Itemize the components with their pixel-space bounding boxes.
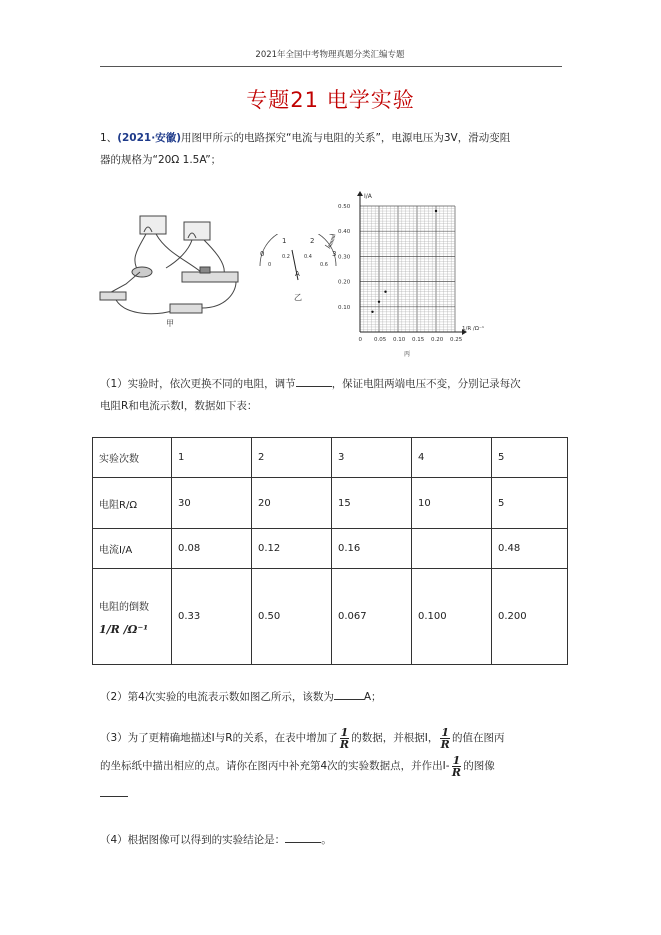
meter-tick-mark [332, 237, 335, 238]
part-4 [100, 829, 565, 851]
ammeter-figure-yi [252, 234, 344, 306]
part4-text-a: （4）根据图像可以得到的实验结论是： [100, 834, 286, 846]
fraction-1-over-r: $\frac{1}{R}$ [440, 725, 450, 751]
meter-tick-mark [330, 243, 333, 244]
x-tick-label: 0 [358, 337, 362, 343]
meter-subtick-3: 0.6 [320, 262, 328, 268]
meter-tick-mark [330, 242, 333, 243]
part1-text-c: 电阻R和电流示数I，数据如下表： [100, 400, 258, 412]
part1-blank[interactable] [296, 374, 332, 387]
table-cell: 5 [492, 478, 568, 529]
meter-tick-mark [331, 238, 334, 239]
table-cell: 0.48 [492, 529, 568, 569]
question-intro-a: 用图甲所示的电路探究“电流与电阻的关系”，电源电压为3V，滑动变阻 [181, 132, 511, 144]
table-cell: 0.200 [492, 569, 568, 665]
data-point [435, 210, 437, 212]
table-row-sublabel: 1/R /Ω⁻¹ [99, 622, 149, 636]
table-cell: 0.100 [412, 569, 492, 665]
page-title: 专题21 电学实验 [246, 88, 415, 112]
y-axis-arrow [357, 191, 363, 196]
x-tick-label: 0.10 [393, 337, 406, 343]
data-point [384, 291, 386, 293]
table-cell: 0.12 [252, 529, 332, 569]
part2-text-b: A； [363, 691, 382, 703]
table-row-label: 电阻R/Ω [93, 478, 172, 529]
graph-ylabel: I/A [364, 193, 372, 200]
table-row [93, 529, 568, 569]
table-cell: 0.08 [172, 529, 252, 569]
graph-xlabel: 1/R /Ω⁻¹ [462, 326, 485, 332]
x-tick-label: 0.20 [431, 337, 444, 343]
header-divider [100, 66, 562, 67]
meter-tick-3: 3 [332, 250, 337, 258]
table-cell: 4 [412, 438, 492, 478]
table-row-label-text: 电阻的倒数 [99, 601, 149, 613]
table-cell: 30 [172, 478, 252, 529]
table-row [93, 478, 568, 529]
table-cell: 5 [492, 438, 568, 478]
table-row-label [93, 569, 172, 665]
meter-subtick-1: 0.2 [282, 254, 290, 260]
table-cell: 0.067 [332, 569, 412, 665]
graph-figure-bing [336, 190, 496, 360]
table-cell: 1 [172, 438, 252, 478]
table-cell: 3 [332, 438, 412, 478]
table-row [93, 438, 568, 478]
table-cell: 0.16 [332, 529, 412, 569]
table-cell: 0.50 [252, 569, 332, 665]
data-point [371, 311, 373, 313]
meter-tick-0: 0 [260, 250, 265, 258]
page-header: 2021年全国中考物理真题分类汇编专题 [255, 50, 405, 60]
table-row-label: 实验次数 [93, 438, 172, 478]
meter-tick-mark [325, 245, 330, 248]
table-cell-empty [412, 529, 492, 569]
label-jia: 甲 [166, 319, 174, 328]
y-tick-label: 0.50 [338, 204, 351, 210]
fraction-1-over-r: $\frac{1}{R}$ [451, 753, 461, 779]
meter-tick-mark [331, 240, 334, 241]
meter-subtick-0: 0 [268, 262, 272, 268]
y-tick-label: 0.10 [338, 304, 351, 311]
table-cell: 10 [412, 478, 492, 529]
part2-blank[interactable] [334, 687, 364, 700]
part3-text-d: 的坐标纸中描出相应的点。请你在图丙中补充第4次的实验数据点，并作出I- [100, 760, 450, 772]
part3-text-e: 的图像 [463, 760, 495, 772]
meter-tick-2: 2 [310, 237, 315, 245]
part2-text-a: （2）第4次实验的电流表示数如图乙所示，该数为 [100, 691, 334, 703]
circuit-figure-jia [96, 212, 246, 330]
x-tick-label: 0.15 [412, 337, 425, 343]
part-3 [100, 724, 565, 808]
fraction-1-over-r: $\frac{1}{R}$ [339, 725, 349, 751]
meter-tick-mark [329, 234, 335, 235]
part3-text-b: 的数据，并根据I， [351, 732, 439, 744]
question-intro-b: 器的规格为“20Ω 1.5A”； [100, 154, 222, 166]
question-number: 1、 [100, 132, 118, 144]
data-point [378, 301, 380, 303]
table-cell: 20 [252, 478, 332, 529]
question-1-intro [100, 127, 565, 171]
x-tick-label: 0.05 [374, 337, 387, 343]
part-2 [100, 686, 565, 708]
meter-unit: A [295, 270, 300, 278]
part4-blank[interactable] [285, 830, 321, 843]
table-cell: 2 [252, 438, 332, 478]
part-1 [100, 373, 565, 417]
y-tick-label: 0.40 [338, 229, 351, 236]
y-tick-label: 0.20 [338, 279, 351, 286]
table-row-label: 电流I/A [93, 529, 172, 569]
meter-tick-mark [331, 241, 334, 242]
part3-text-a: （3）为了更精确地描述I与R的关系，在表中增加了 [100, 732, 338, 744]
part1-text-a: （1）实验时，依次更换不同的电阻，调节 [100, 378, 296, 390]
meter-subtick-2: 0.4 [304, 254, 312, 260]
y-tick-label: 0.30 [338, 254, 351, 261]
x-tick-label: 0.25 [450, 337, 463, 343]
data-table [92, 437, 568, 665]
label-bing: 丙 [404, 351, 411, 358]
table-cell: 0.33 [172, 569, 252, 665]
part3-blank[interactable] [100, 784, 128, 797]
meter-tick-mark [332, 236, 335, 237]
table-row [93, 569, 568, 665]
part1-text-b: ，保证电阻两端电压不变，分别记录每次 [331, 378, 521, 390]
table-cell: 15 [332, 478, 412, 529]
label-yi: 乙 [294, 293, 302, 302]
question-source: (2021·安徽) [117, 132, 181, 144]
part3-text-c: 的值在图丙 [452, 732, 505, 744]
meter-tick-1: 1 [282, 237, 287, 245]
part4-text-b: 。 [321, 834, 332, 846]
